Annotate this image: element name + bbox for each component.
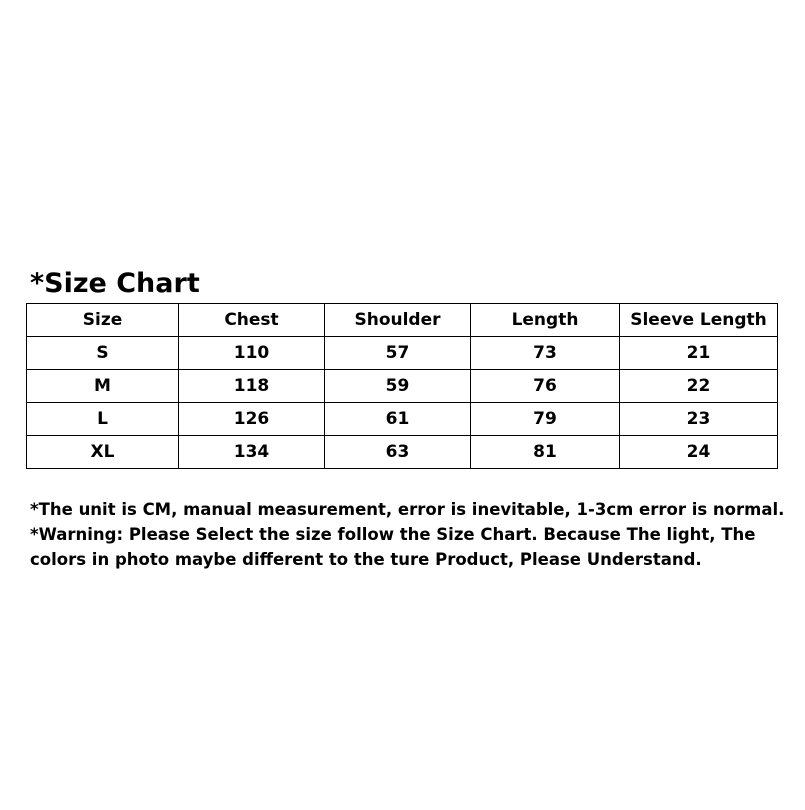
table-cell: M [27, 370, 179, 403]
table-cell: 59 [325, 370, 471, 403]
table-cell: 63 [325, 436, 471, 469]
table-cell: 21 [620, 337, 778, 370]
table-cell: L [27, 403, 179, 436]
table-cell: S [27, 337, 179, 370]
table-row [27, 337, 778, 370]
table-cell: XL [27, 436, 179, 469]
warning-note-line-2: colors in photo maybe different to the ture Product, Please Understand. [30, 550, 702, 569]
table-cell: 22 [620, 370, 778, 403]
table-header-row [27, 304, 778, 337]
table-cell: 134 [179, 436, 325, 469]
warning-note-line-1: *Warning: Please Select the size follow the Size Chart. Because The light, The [30, 525, 756, 544]
size-chart-table [26, 303, 778, 469]
header-shoulder: Shoulder [325, 304, 471, 337]
table-cell: 73 [471, 337, 620, 370]
table-row [27, 370, 778, 403]
header-sleeve-length: Sleeve Length [620, 304, 778, 337]
table-cell: 61 [325, 403, 471, 436]
table-cell: 79 [471, 403, 620, 436]
notes-block [30, 497, 790, 572]
size-chart-title: *Size Chart [30, 268, 200, 299]
unit-note: *The unit is CM, manual measurement, error is inevitable, 1-3cm error is normal. [30, 500, 785, 519]
table-row [27, 403, 778, 436]
table-cell: 76 [471, 370, 620, 403]
table-row [27, 436, 778, 469]
table-cell: 23 [620, 403, 778, 436]
table-cell: 57 [325, 337, 471, 370]
header-length: Length [471, 304, 620, 337]
header-size: Size [27, 304, 179, 337]
table-cell: 118 [179, 370, 325, 403]
table-cell: 110 [179, 337, 325, 370]
table-cell: 24 [620, 436, 778, 469]
table-cell: 81 [471, 436, 620, 469]
header-chest: Chest [179, 304, 325, 337]
table-cell: 126 [179, 403, 325, 436]
